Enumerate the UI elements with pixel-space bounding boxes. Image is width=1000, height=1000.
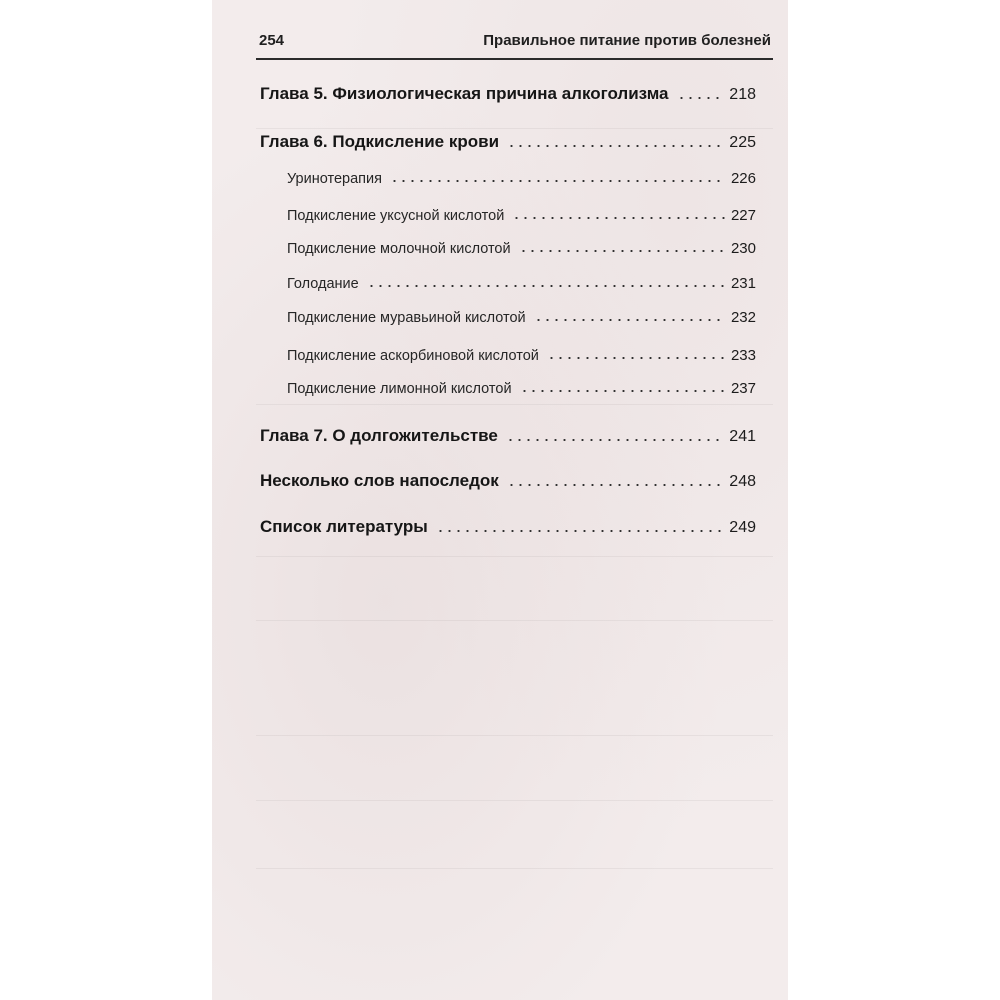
toc-entry-page: 248 (729, 473, 756, 490)
toc-entry-title: Список литературы (260, 517, 428, 536)
toc-entry-title: Подкисление уксусной кислотой (287, 208, 505, 224)
toc-leader-dots (534, 319, 725, 321)
toc-leader-dots (507, 145, 723, 147)
toc-entry-title: Подкисление аскорбиновой кислотой (287, 348, 539, 364)
toc-subentry[interactable] (287, 233, 756, 257)
toc-leader-dots (367, 285, 725, 287)
toc-subentry[interactable] (287, 302, 756, 326)
toc-entry-page: 218 (729, 86, 756, 103)
toc-entry-page: 226 (730, 170, 756, 187)
toc-entry-title: Голодание (287, 276, 359, 292)
toc-entry-page: 231 (730, 275, 756, 292)
toc-subentry[interactable] (287, 268, 756, 292)
toc-leader-dots (390, 180, 725, 182)
toc-entry-title: Подкисление лимонной кислотой (287, 381, 512, 397)
show-through-line (256, 735, 773, 736)
toc-leader-dots (547, 357, 725, 359)
toc-leader-dots (677, 97, 724, 99)
page-number: 254 (259, 32, 285, 49)
running-title: Правильное питание против болезней (483, 32, 771, 49)
toc-entry-chapter-7[interactable] (260, 422, 756, 446)
toc-subentry[interactable] (287, 200, 756, 224)
toc-leader-dots (506, 439, 723, 441)
show-through-line (256, 620, 773, 621)
toc-leader-dots (519, 250, 725, 252)
running-header (259, 32, 771, 58)
toc-entry-title: Глава 5. Физиологическая причина алкоголизма (260, 84, 669, 103)
toc-entry-page: 237 (730, 380, 756, 397)
toc-entry-bibliography[interactable] (260, 513, 756, 537)
toc-entry-page: 241 (729, 428, 756, 445)
toc-entry-page: 249 (729, 519, 756, 536)
toc-entry-page: 232 (730, 309, 756, 326)
toc-entry-title: Уринотерапия (287, 171, 382, 187)
show-through-line (256, 868, 773, 869)
toc-entry-title: Несколько слов напоследок (260, 471, 499, 490)
toc-entry-chapter-5[interactable] (260, 80, 756, 104)
toc-entry-page: 233 (730, 347, 756, 364)
toc-entry-title: Глава 6. Подкисление крови (260, 132, 500, 151)
toc-leader-dots (520, 390, 725, 392)
toc-entry-chapter-6[interactable] (260, 128, 756, 152)
show-through-line (256, 404, 773, 405)
toc-entry-page: 227 (730, 207, 756, 224)
toc-entry-afterword[interactable] (260, 467, 756, 491)
toc-leader-dots (507, 484, 724, 486)
toc-subentry[interactable] (287, 340, 756, 364)
show-through-line (256, 800, 773, 801)
toc-entry-title: Подкисление молочной кислотой (287, 241, 511, 257)
toc-entry-page: 230 (730, 240, 756, 257)
header-rule (256, 58, 773, 60)
toc-entry-title: Глава 7. О долгожительстве (260, 426, 498, 445)
book-page (212, 0, 788, 1000)
toc-subentry[interactable] (287, 373, 756, 397)
toc-entry-page: 225 (729, 134, 756, 151)
toc-leader-dots (436, 530, 723, 532)
toc-subentry[interactable] (287, 163, 756, 187)
toc-entry-title: Подкисление муравьиной кислотой (287, 310, 526, 326)
toc-leader-dots (512, 217, 725, 219)
show-through-line (256, 556, 773, 557)
